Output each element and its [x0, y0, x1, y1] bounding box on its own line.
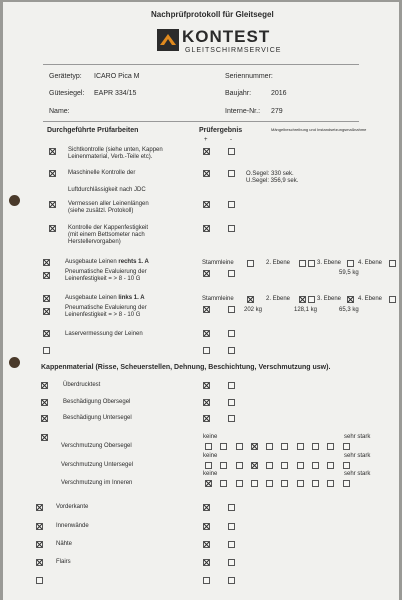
geraetetyp-label: Gerätetyp:: [49, 73, 82, 80]
check-empty[interactable]: [43, 347, 50, 354]
level-check[interactable]: [299, 296, 306, 303]
level-check[interactable]: [347, 296, 354, 303]
lines-links-title: Ausgebaute Leinen links 1. A: [65, 295, 145, 301]
intern-value: 279: [271, 108, 283, 115]
scale-box[interactable]: [205, 480, 212, 487]
scale-box[interactable]: [266, 462, 273, 469]
result-minus[interactable]: [228, 382, 235, 389]
check-leinenlaengen[interactable]: [49, 201, 56, 208]
result-minus[interactable]: [228, 541, 235, 548]
geraetetyp-value: ICARO Pica M: [94, 73, 140, 80]
item-label: Beschädigung Untersegel: [63, 415, 132, 421]
scale-box[interactable]: [281, 443, 288, 450]
level-label: 2. Ebene: [266, 260, 291, 266]
row-label: Herstellervorgaben): [68, 239, 121, 245]
level-check[interactable]: [247, 260, 254, 267]
dirt-label: Verschmutzung Obersegel: [61, 443, 132, 449]
level-label: 3. Ebene: [317, 260, 342, 266]
row-label: Kontrolle der Kappenfestigkeit: [68, 225, 149, 231]
scale-box[interactable]: [281, 480, 288, 487]
name-label: Name:: [49, 108, 70, 115]
scale-left-label: keine: [203, 434, 218, 440]
intern-label: Interne-Nr.:: [225, 108, 261, 115]
check-empty[interactable]: [36, 577, 43, 584]
info-divider: [43, 121, 359, 122]
result-plus[interactable]: [203, 170, 210, 177]
scale-box[interactable]: [251, 462, 258, 469]
scale-box[interactable]: [281, 462, 288, 469]
check-sichtkontrolle[interactable]: [49, 148, 56, 155]
minus-header: -: [230, 137, 232, 143]
kontest-logo-icon: [157, 29, 179, 51]
scale-box[interactable]: [297, 480, 304, 487]
scale-right-label: sehr stark: [344, 471, 371, 477]
row-label: Sichtkontrolle (siehe unten, Kappen: [68, 147, 163, 153]
dirt-label: Verschmutzung im Inneren: [61, 480, 133, 486]
result-plus[interactable]: [203, 559, 210, 566]
level-label: 3. Ebene: [317, 296, 342, 302]
row-label: Leinenfestigkeit = > 8 - 10 G: [65, 312, 141, 318]
scale-box[interactable]: [236, 480, 243, 487]
page-title: Nachprüfprotokoll für Gleitsegel: [151, 10, 274, 19]
scale-box[interactable]: [266, 443, 273, 450]
scale-box[interactable]: [297, 462, 304, 469]
item-label: Nähte: [56, 541, 73, 547]
plus-header: +: [204, 137, 208, 143]
result-plus[interactable]: [203, 577, 210, 584]
result-minus[interactable]: [228, 347, 235, 354]
check-obersegel[interactable]: [41, 399, 48, 406]
result-plus[interactable]: [203, 541, 210, 548]
row-label: Leinenfestigkeit = > 8 - 10 G: [65, 276, 141, 282]
result-plus[interactable]: [203, 347, 210, 354]
scale-box[interactable]: [220, 480, 227, 487]
level-check[interactable]: [389, 260, 396, 267]
scale-box[interactable]: [312, 480, 319, 487]
level-label: Stammleine: [202, 296, 234, 302]
result-minus[interactable]: [228, 330, 235, 337]
result-plus[interactable]: [203, 523, 210, 530]
check-laser[interactable]: [43, 330, 50, 337]
section2-title: Kappenmaterial (Risse, Scheuerstellen, Dehnung, Beschichtung, Verschmutzung usw).: [41, 364, 331, 371]
result-plus[interactable]: [203, 330, 210, 337]
result-plus[interactable]: [203, 415, 210, 422]
check-flairs[interactable]: [36, 559, 43, 566]
scale-box[interactable]: [343, 480, 350, 487]
check-leinen-rechts[interactable]: [43, 259, 50, 266]
result-plus[interactable]: [203, 148, 210, 155]
level-check[interactable]: [389, 296, 396, 303]
result-minus[interactable]: [228, 270, 235, 277]
result-title: Prüfergebnis: [199, 127, 243, 134]
result-minus[interactable]: [228, 577, 235, 584]
baujahr-value: 2016: [271, 90, 287, 97]
level-check[interactable]: [308, 260, 315, 267]
level-check[interactable]: [247, 296, 254, 303]
punch-hole: [9, 195, 20, 206]
result-minus[interactable]: [228, 225, 235, 232]
scale-box[interactable]: [251, 443, 258, 450]
links-value-1: 202 kg: [244, 307, 263, 313]
scale-left-label: keine: [203, 453, 218, 459]
row-label: Luftdurchlässigkeit nach JDC: [68, 187, 146, 193]
punch-hole: [9, 357, 20, 368]
check-pneumatic-rechts[interactable]: [43, 272, 50, 279]
row-label: (mit einem Bettsometer nach: [68, 232, 145, 238]
check-pneumatic-links[interactable]: [43, 308, 50, 315]
check-vorderkante[interactable]: [36, 504, 43, 511]
check-verschmutzung[interactable]: [41, 434, 48, 441]
result-plus[interactable]: [203, 399, 210, 406]
item-label: Flairs: [56, 559, 71, 565]
rechts-value: 59,5 kg: [339, 270, 359, 276]
result-plus[interactable]: [203, 306, 210, 313]
result-minus[interactable]: [228, 504, 235, 511]
baujahr-label: Baujahr:: [225, 90, 252, 97]
scale-box[interactable]: [327, 462, 334, 469]
scale-box[interactable]: [343, 443, 350, 450]
scale-box[interactable]: [327, 443, 334, 450]
result-minus[interactable]: [228, 201, 235, 208]
check-innenwaende[interactable]: [36, 523, 43, 530]
scale-box[interactable]: [327, 480, 334, 487]
brand-name: KONTEST: [182, 27, 271, 46]
scale-box[interactable]: [236, 462, 243, 469]
level-label: 2. Ebene: [266, 296, 291, 302]
scale-box[interactable]: [236, 443, 243, 450]
item-label: Innenwände: [56, 523, 89, 529]
level-label: 4. Ebene: [358, 260, 383, 266]
scale-box[interactable]: [220, 443, 227, 450]
level-label: 4. Ebene: [358, 296, 383, 302]
result-plus[interactable]: [203, 382, 210, 389]
scale-box[interactable]: [312, 443, 319, 450]
row-label: Pneumatische Evaluierung der: [65, 269, 147, 275]
row-label: Maschinelle Kontrolle der: [68, 170, 136, 176]
header-divider: [43, 64, 359, 65]
links-value-2: 128,1 kg: [294, 307, 318, 313]
item-label: Überdrucktest: [63, 382, 101, 388]
item-label: Vorderkante: [56, 504, 89, 510]
scale-box[interactable]: [266, 480, 273, 487]
check-kappenfestigkeit[interactable]: [49, 225, 56, 232]
dirt-label: Verschmutzung Untersegel: [61, 462, 134, 468]
lines-rechts-title: Ausgebaute Leinen rechts 1. A: [65, 259, 149, 265]
remark-obersegel: O.Segel: 330 sek.: [246, 171, 294, 177]
remark-untersegel: U.Segel: 356,9 sek.: [246, 178, 299, 184]
result-minus[interactable]: [228, 415, 235, 422]
level-check[interactable]: [299, 260, 306, 267]
item-label: Beschädigung Obersegel: [63, 399, 131, 405]
serien-label: Seriennummer:: [225, 73, 273, 80]
scale-right-label: sehr stark: [344, 453, 371, 459]
guete-label: Gütesiegel:: [49, 90, 85, 97]
result-minus[interactable]: [228, 523, 235, 530]
result-minus[interactable]: [228, 170, 235, 177]
result-minus[interactable]: [228, 559, 235, 566]
scale-box[interactable]: [251, 480, 258, 487]
scale-box[interactable]: [205, 443, 212, 450]
result-plus[interactable]: [203, 504, 210, 511]
check-naehte[interactable]: [36, 541, 43, 548]
check-leinen-links[interactable]: [43, 295, 50, 302]
row-label: Vermessen aller Leinenlängen: [68, 201, 149, 207]
level-check[interactable]: [347, 260, 354, 267]
check-maschinelle-kontrolle[interactable]: [49, 170, 56, 177]
result-minus[interactable]: [228, 399, 235, 406]
check-untersegel[interactable]: [41, 415, 48, 422]
row-label: (siehe zusätzl. Protokoll): [68, 208, 134, 214]
laser-label: Laservermessung der Leinen: [65, 331, 143, 337]
scale-left-label: keine: [203, 471, 218, 477]
guete-value: EAPR 334/15: [94, 90, 137, 97]
result-plus[interactable]: [203, 225, 210, 232]
remarks-header: Mängelbeschreibung und Instandsetzungsmaßnahme: [271, 127, 367, 132]
row-label: Pneumatische Evaluierung der: [65, 305, 147, 311]
links-value-3: 65,3 kg: [339, 307, 359, 313]
check-ueberdrucktest[interactable]: [41, 382, 48, 389]
scale-box[interactable]: [297, 443, 304, 450]
level-check[interactable]: [308, 296, 315, 303]
scale-box[interactable]: [343, 462, 350, 469]
scale-box[interactable]: [312, 462, 319, 469]
result-minus[interactable]: [228, 148, 235, 155]
result-minus[interactable]: [228, 306, 235, 313]
scale-right-label: sehr stark: [344, 434, 371, 440]
result-plus[interactable]: [203, 270, 210, 277]
result-plus[interactable]: [203, 201, 210, 208]
protocol-sheet: [3, 2, 399, 600]
brand-subtitle: GLEITSCHIRMSERVICE: [185, 47, 282, 54]
level-label: Stammleine: [202, 260, 234, 266]
row-label: Leinenmaterial, Verb.-Teile etc).: [68, 154, 153, 160]
section1-title: Durchgeführte Prüfarbeiten: [47, 127, 139, 134]
scale-box[interactable]: [220, 462, 227, 469]
scale-box[interactable]: [205, 462, 212, 469]
